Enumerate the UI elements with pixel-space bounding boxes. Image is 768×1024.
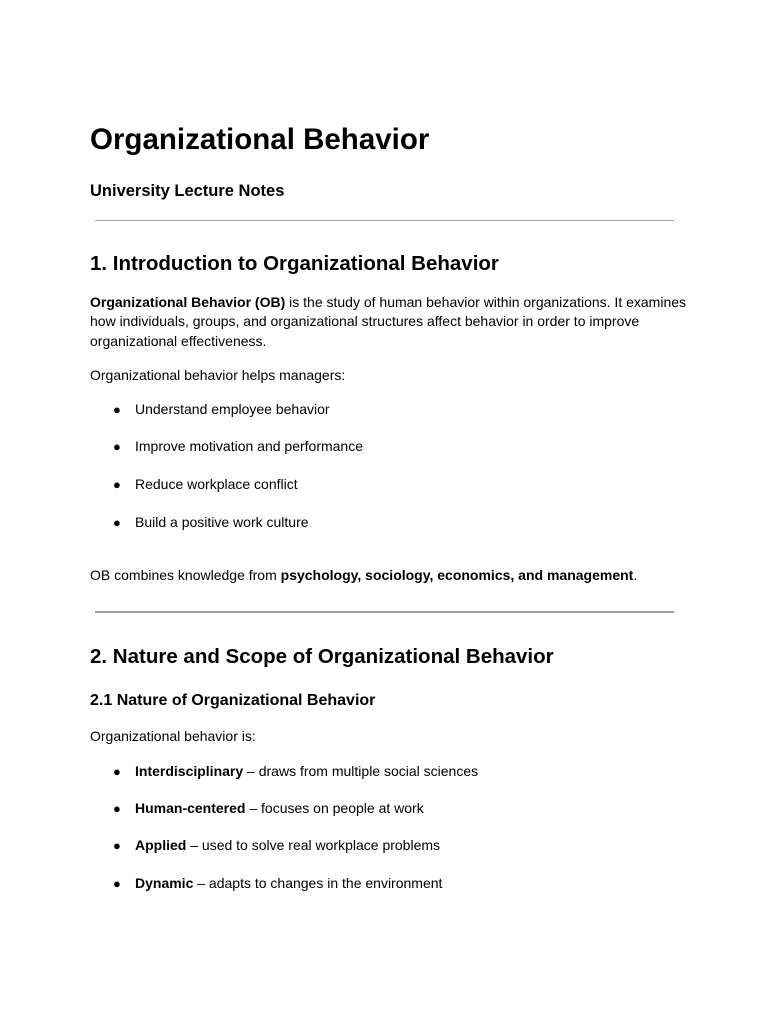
combines-bold-text: psychology, sociology, economics, and management [280,567,634,583]
list-item-term: Human-centered [135,800,246,816]
list-item-desc: – draws from multiple social sciences [243,763,479,779]
section-1-intro-paragraph [90,293,690,351]
helps-lead-text: Organizational behavior helps managers: [90,367,346,383]
list-item-desc: – adapts to changes in the environment [193,875,443,891]
bullet-icon: ● [113,477,121,492]
document-subtitle: University Lecture Notes [90,182,285,200]
combines-paragraph [90,566,690,585]
list-item-text [135,836,440,855]
document-title: Organizational Behavior [90,123,430,156]
list-item-desc: – focuses on people at work [245,800,424,816]
list-item-text [135,799,424,818]
bullet-icon: ● [113,801,121,816]
section-2-1-subheading: 2.1 Nature of Organizational Behavior [90,692,376,709]
bullet-icon: ● [113,876,121,891]
list-item-term: Applied [135,837,187,853]
list-item-text: Understand employee behavior [135,401,330,417]
intro-text: is the study of human behavior within organizations. It examines how individuals, groups, and organizational structures affect behavior in order to improve organizational effectiveness. [90,294,687,349]
combines-lead-text: OB combines knowledge from [90,567,281,583]
section-2-heading: 2. Nature and Scope of Organizational Behavior [90,645,554,668]
list-item-term: Interdisciplinary [135,763,244,779]
section-1-heading: 1. Introduction to Organizational Behavior [90,252,499,275]
list-item-text [135,762,478,781]
bullet-icon: ● [113,838,121,853]
list-item-text: Reduce workplace conflict [135,476,298,492]
section-divider [95,611,674,613]
list-item-text [135,874,442,893]
list-item-text: Build a positive work culture [135,514,309,530]
bullet-icon: ● [113,439,121,454]
list-item-text: Improve motivation and performance [135,438,363,454]
combines-end-text: . [633,567,638,583]
bullet-icon: ● [113,515,121,530]
bullet-icon: ● [113,402,121,417]
list-item-desc: – used to solve real workplace problems [186,837,441,853]
section-divider-top [95,220,674,221]
bullet-icon: ● [113,764,121,779]
list-item-term: Dynamic [135,875,194,891]
intro-term-bold: Organizational Behavior (OB) [90,294,286,310]
nature-lead-text: Organizational behavior is: [90,728,256,744]
